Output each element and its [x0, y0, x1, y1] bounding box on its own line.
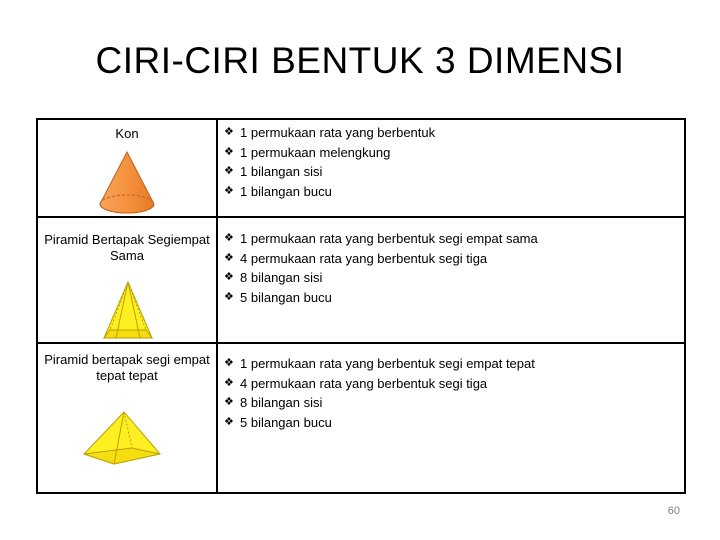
list-item: ❖ 1 permukaan rata yang berbentuk segi empat sama [224, 229, 538, 249]
properties-list-rectangular-pyramid [224, 354, 535, 433]
bullet-icon: ❖ [224, 376, 234, 389]
cone-icon [96, 150, 158, 216]
list-item: ❖ 8 bilangan sisi [224, 393, 535, 413]
list-item: ❖ 8 bilangan sisi [224, 268, 538, 288]
bullet-icon: ❖ [224, 185, 234, 198]
list-item: ❖ 4 permukaan rata yang berbentuk segi tiga [224, 374, 535, 394]
bullet-icon: ❖ [224, 145, 234, 158]
list-item: ❖ 1 permukaan rata yang berbentuk segi empat tepat [224, 354, 535, 374]
list-item: ❖ 5 bilangan bucu [224, 413, 535, 433]
page-number: 60 [667, 505, 680, 517]
list-item: ❖ 4 permukaan rata yang berbentuk segi tiga [224, 249, 538, 269]
square-pyramid-icon [100, 280, 156, 344]
bullet-icon: ❖ [224, 251, 234, 264]
bullet-icon: ❖ [224, 357, 234, 369]
list-item: ❖ 5 bilangan bucu [224, 288, 538, 308]
bullet-icon: ❖ [224, 416, 234, 429]
shape-name-rectangular-pyramid: Piramid bertapak segi empat tepat tepat [44, 352, 210, 383]
row-divider [38, 216, 684, 218]
bullet-icon: ❖ [224, 126, 234, 138]
column-divider [216, 120, 218, 492]
bullet-icon: ❖ [224, 291, 234, 304]
properties-table [36, 118, 686, 494]
rectangular-pyramid-icon [80, 410, 164, 466]
bullet-icon: ❖ [224, 396, 234, 409]
shape-name-kon: Kon [115, 126, 139, 141]
list-item: ❖ 1 permukaan rata yang berbentuk [224, 123, 435, 143]
bullet-icon: ❖ [224, 165, 234, 178]
bullet-icon: ❖ [224, 232, 234, 244]
properties-list-kon [224, 123, 435, 202]
list-item: ❖ 1 bilangan sisi [224, 162, 435, 182]
list-item: ❖ 1 permukaan melengkung [224, 143, 435, 163]
properties-list-square-pyramid [224, 229, 538, 308]
list-item: ❖ 1 bilangan bucu [224, 182, 435, 202]
bullet-icon: ❖ [224, 271, 234, 284]
slide-title: CIRI-CIRI BENTUK 3 DIMENSI [95, 40, 625, 81]
shape-name-square-pyramid: Piramid Bertapak Segiempat Sama [44, 232, 210, 263]
